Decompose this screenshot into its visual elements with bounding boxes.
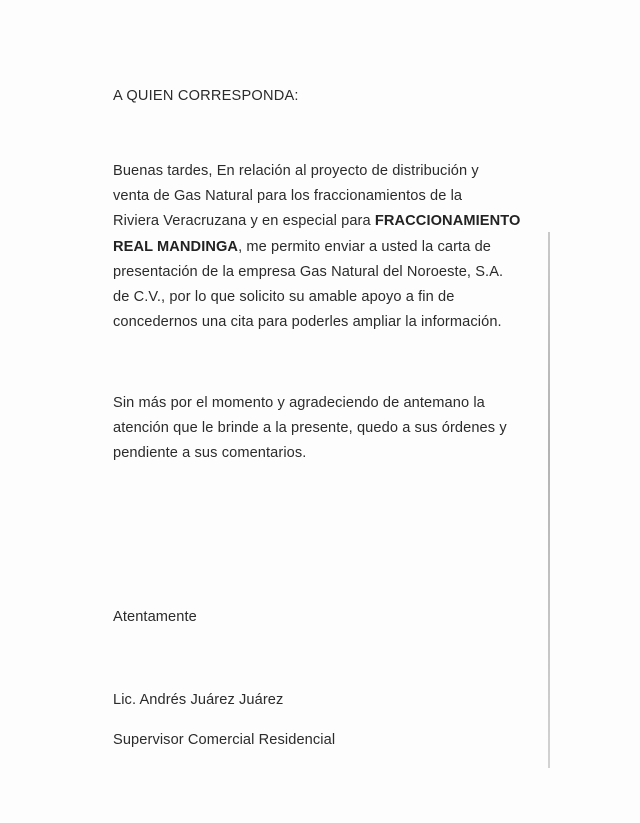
paragraph-line: [113, 235, 520, 260]
paragraph-line: pendiente a sus comentarios.: [113, 445, 307, 462]
paragraph-line: Buenas tardes, En relación al proyecto de distribución y: [113, 163, 479, 179]
scan-edge-line: [548, 232, 550, 768]
paragraph-line: presentación de la empresa Gas Natural del Noroeste, S.A.: [113, 263, 504, 280]
paragraph-line: concedernos una cita para poderles ampliar la información.: [113, 314, 502, 331]
salutation: A QUIEN CORRESPONDA:: [113, 88, 299, 104]
paragraph-farewell: [113, 391, 507, 467]
paragraph-text: , me permito enviar a usted la carta de: [238, 238, 492, 255]
closing: Atentamente: [113, 609, 197, 625]
paragraph-line: de C.V., por lo que solicito su amable apoyo a fin de: [113, 289, 455, 306]
development-name-part2: REAL MANDINGA: [113, 238, 239, 255]
paragraph-text: Riviera Veracruzana y en especial para: [113, 213, 375, 230]
paragraph-line: venta de Gas Natural para los fraccionamientos de la: [113, 188, 463, 205]
development-name-part1: FRACCIONAMIENTO: [374, 213, 521, 230]
paragraph-line: [113, 209, 520, 234]
paragraph-line: Sin más por el momento y agradeciendo de antemano la: [113, 395, 485, 411]
paragraph-line: atención que le brinde a la presente, quedo a sus órdenes y: [113, 420, 507, 437]
paragraph-introduction: [113, 159, 520, 335]
signer-name: Lic. Andrés Juárez Juárez: [113, 692, 284, 708]
signer-title: Supervisor Comercial Residencial: [113, 732, 336, 748]
